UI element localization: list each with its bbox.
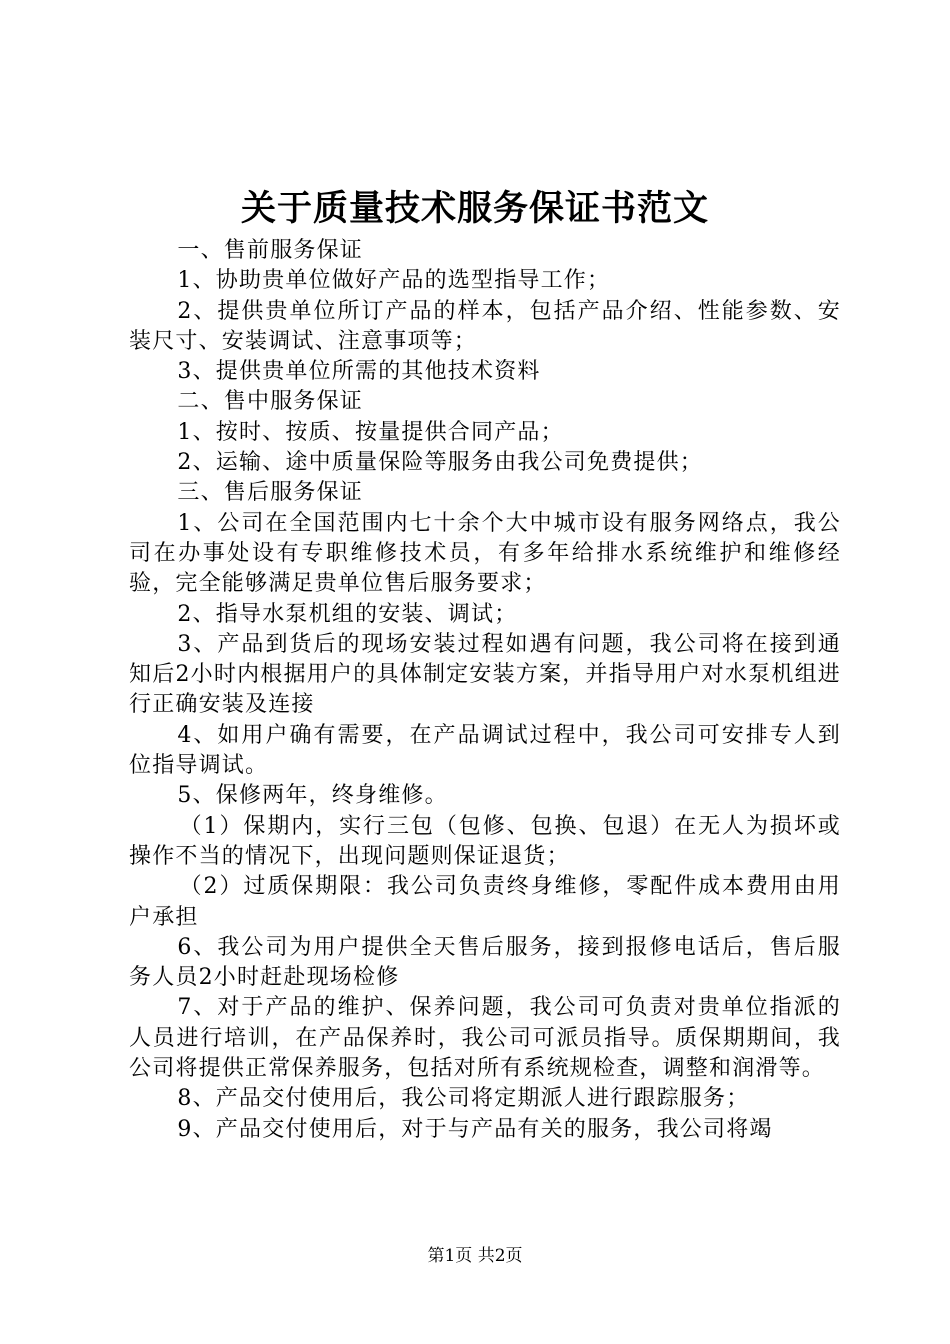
paragraph: 7、对于产品的维护、保养问题，我公司可负责对贵单位指派的人员进行培训，在产品保养时，我公司可派员指导。质保期期间，我公司将提供正常保养服务，包括对所有系统规检查，调整和润滑等。 — [129, 995, 841, 1082]
section-heading-presale: 一、售前服务保证 — [177, 238, 363, 263]
paragraph: 2、运输、途中质量保险等服务由我公司免费提供； — [177, 450, 703, 476]
paragraph: 3、提供贵单位所需的其他技术资料 — [177, 359, 541, 385]
paragraph: 4、如用户确有需要，在产品调试过程中，我公司可安排专人到位指导调试。 — [129, 722, 841, 779]
paragraph: 5、保修两年，终身维修。 — [177, 783, 448, 809]
paragraph: 9、产品交付使用后，对于与产品有关的服务，我公司将竭 — [177, 1116, 773, 1142]
paragraph: 8、产品交付使用后，我公司将定期派人进行跟踪服务； — [177, 1086, 750, 1112]
paragraph: 2、指导水泵机组的安装、调试； — [177, 601, 518, 627]
paragraph: 3、产品到货后的现场安装过程如遇有问题，我公司将在接到通知后2小时内根据用户的具体制定安装方案，并指导用户对水泵机组进行正确安装及连接 — [129, 631, 841, 718]
section-heading-insale: 二、售中服务保证 — [177, 389, 363, 415]
paragraph: 6、我公司为用户提供全天售后服务，接到报修电话后，售后服务人员2小时赶赴现场检修 — [129, 934, 841, 991]
section-heading-aftersale: 三、售后服务保证 — [177, 480, 363, 506]
document-body — [129, 236, 841, 1145]
document-title: 关于质量技术服务保证书范文 — [240, 188, 709, 229]
paragraph: 2、提供贵单位所订产品的样本，包括产品介绍、性能参数、安装尺寸、安装调试、注意事项等； — [129, 298, 841, 354]
page-footer: 第1页 共2页 — [427, 1246, 523, 1266]
sub-paragraph: （2）过质保期限：我公司负责终身维修，零配件成本费用由用户承担 — [129, 874, 841, 930]
paragraph: 1、按时、按质、按量提供合同产品； — [177, 419, 564, 445]
paragraph: 1、公司在全国范围内七十余个大中城市设有服务网络点，我公司在办事处设有专职维修技术员，有多年给排水系统维护和维修经验，完全能够满足贵单位售后服务要求； — [129, 510, 841, 597]
paragraph: 1、协助贵单位做好产品的选型指导工作； — [177, 268, 611, 294]
sub-paragraph: （1）保期内，实行三包（包修、包换、包退）在无人为损坏或操作不当的情况下，出现问题则保证退货； — [129, 813, 841, 869]
